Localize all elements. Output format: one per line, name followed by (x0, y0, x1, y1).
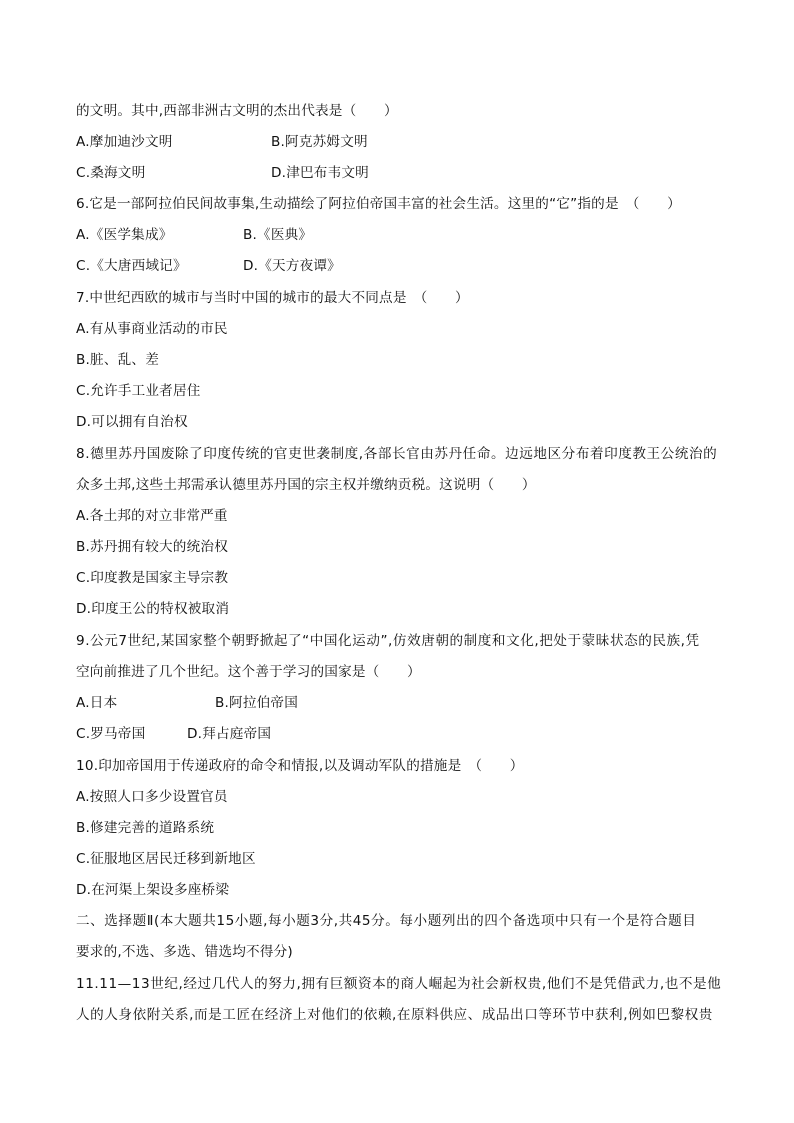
q10-option-a: A.按照人口多少设置官员 (76, 789, 228, 805)
q10-option-b: B.修建完善的道路系统 (76, 820, 215, 836)
q7-option-c: C.允许手工业者居住 (76, 383, 201, 399)
q9-stem-line-1: 9.公元7世纪,某国家整个朝野掀起了“中国化运动”,仿效唐朝的制度和文化,把处于蒙昧状态的民族,凭 (76, 633, 700, 649)
q6-option-d: D.《天方夜谭》 (243, 258, 341, 274)
q5-option-c: C.桑海文明 (76, 165, 146, 181)
q5-option-b: B.阿克苏姆文明 (271, 134, 368, 150)
q8-option-b: B.苏丹拥有较大的统治权 (76, 539, 228, 555)
q5-option-a: A.摩加迪沙文明 (76, 134, 173, 150)
q6-option-a: A.《医学集成》 (76, 227, 173, 243)
q8-option-d: D.印度王公的特权被取消 (76, 601, 230, 617)
q9-option-a: A.日本 (76, 695, 118, 711)
q11-stem-line-1: 11.11—13世纪,经过几代人的努力,拥有巨额资本的商人崛起为社会新权贵,他们不是凭借武力,也不是他 (76, 976, 722, 992)
q5-option-d: D.津巴布韦文明 (271, 165, 369, 181)
q7-stem: 7.中世纪西欧的城市与当时中国的城市的最大不同点是 （ ） (76, 290, 469, 306)
section-2-heading-line-1: 二、选择题Ⅱ(本大题共15小题,每小题3分,共45分。每小题列出的四个备选项中只有一个是符合题目 (76, 913, 697, 929)
q7-option-b: B.脏、乱、差 (76, 352, 160, 368)
q8-option-c: C.印度教是国家主导宗教 (76, 570, 229, 586)
section-2-heading-line-2: 要求的,不选、多选、错选均不得分) (76, 944, 293, 960)
q8-option-a: A.各土邦的对立非常严重 (76, 508, 228, 524)
q8-stem-line-2: 众多土邦,这些土邦需承认德里苏丹国的宗主权并缴纳贡税。这说明（ ） (76, 477, 536, 493)
q10-stem: 10.印加帝国用于传递政府的命令和情报,以及调动军队的措施是 （ ） (76, 758, 524, 774)
q7-option-d: D.可以拥有自治权 (76, 414, 188, 430)
q10-option-d: D.在河渠上架设多座桥梁 (76, 882, 230, 898)
q8-stem-line-1: 8.德里苏丹国废除了印度传统的官吏世袭制度,各部长官由苏丹任命。边远地区分布着印度教王公统治的 (76, 446, 718, 462)
q6-stem: 6.它是一部阿拉伯民间故事集,生动描绘了阿拉伯帝国丰富的社会生活。这里的“它”指的是 （ ） (76, 196, 681, 212)
q9-stem-line-2: 空向前推进了几个世纪。这个善于学习的国家是（ ） (76, 664, 421, 680)
q11-stem-line-2: 人的人身依附关系,而是工匠在经济上对他们的依赖,在原料供应、成品出口等环节中获利,例如巴黎权贵 (76, 1007, 713, 1023)
q5-stem-continuation: 的文明。其中,西部非洲古文明的杰出代表是（ ） (76, 103, 398, 119)
q10-option-c: C.征服地区居民迁移到新地区 (76, 851, 256, 867)
q9-option-b: B.阿拉伯帝国 (215, 695, 299, 711)
q6-option-b: B.《医典》 (243, 227, 313, 243)
q9-option-c: C.罗马帝国 (76, 726, 146, 742)
q9-option-d: D.拜占庭帝国 (187, 726, 272, 742)
q7-option-a: A.有从事商业活动的市民 (76, 321, 228, 337)
q6-option-c: C.《大唐西域记》 (76, 258, 187, 274)
